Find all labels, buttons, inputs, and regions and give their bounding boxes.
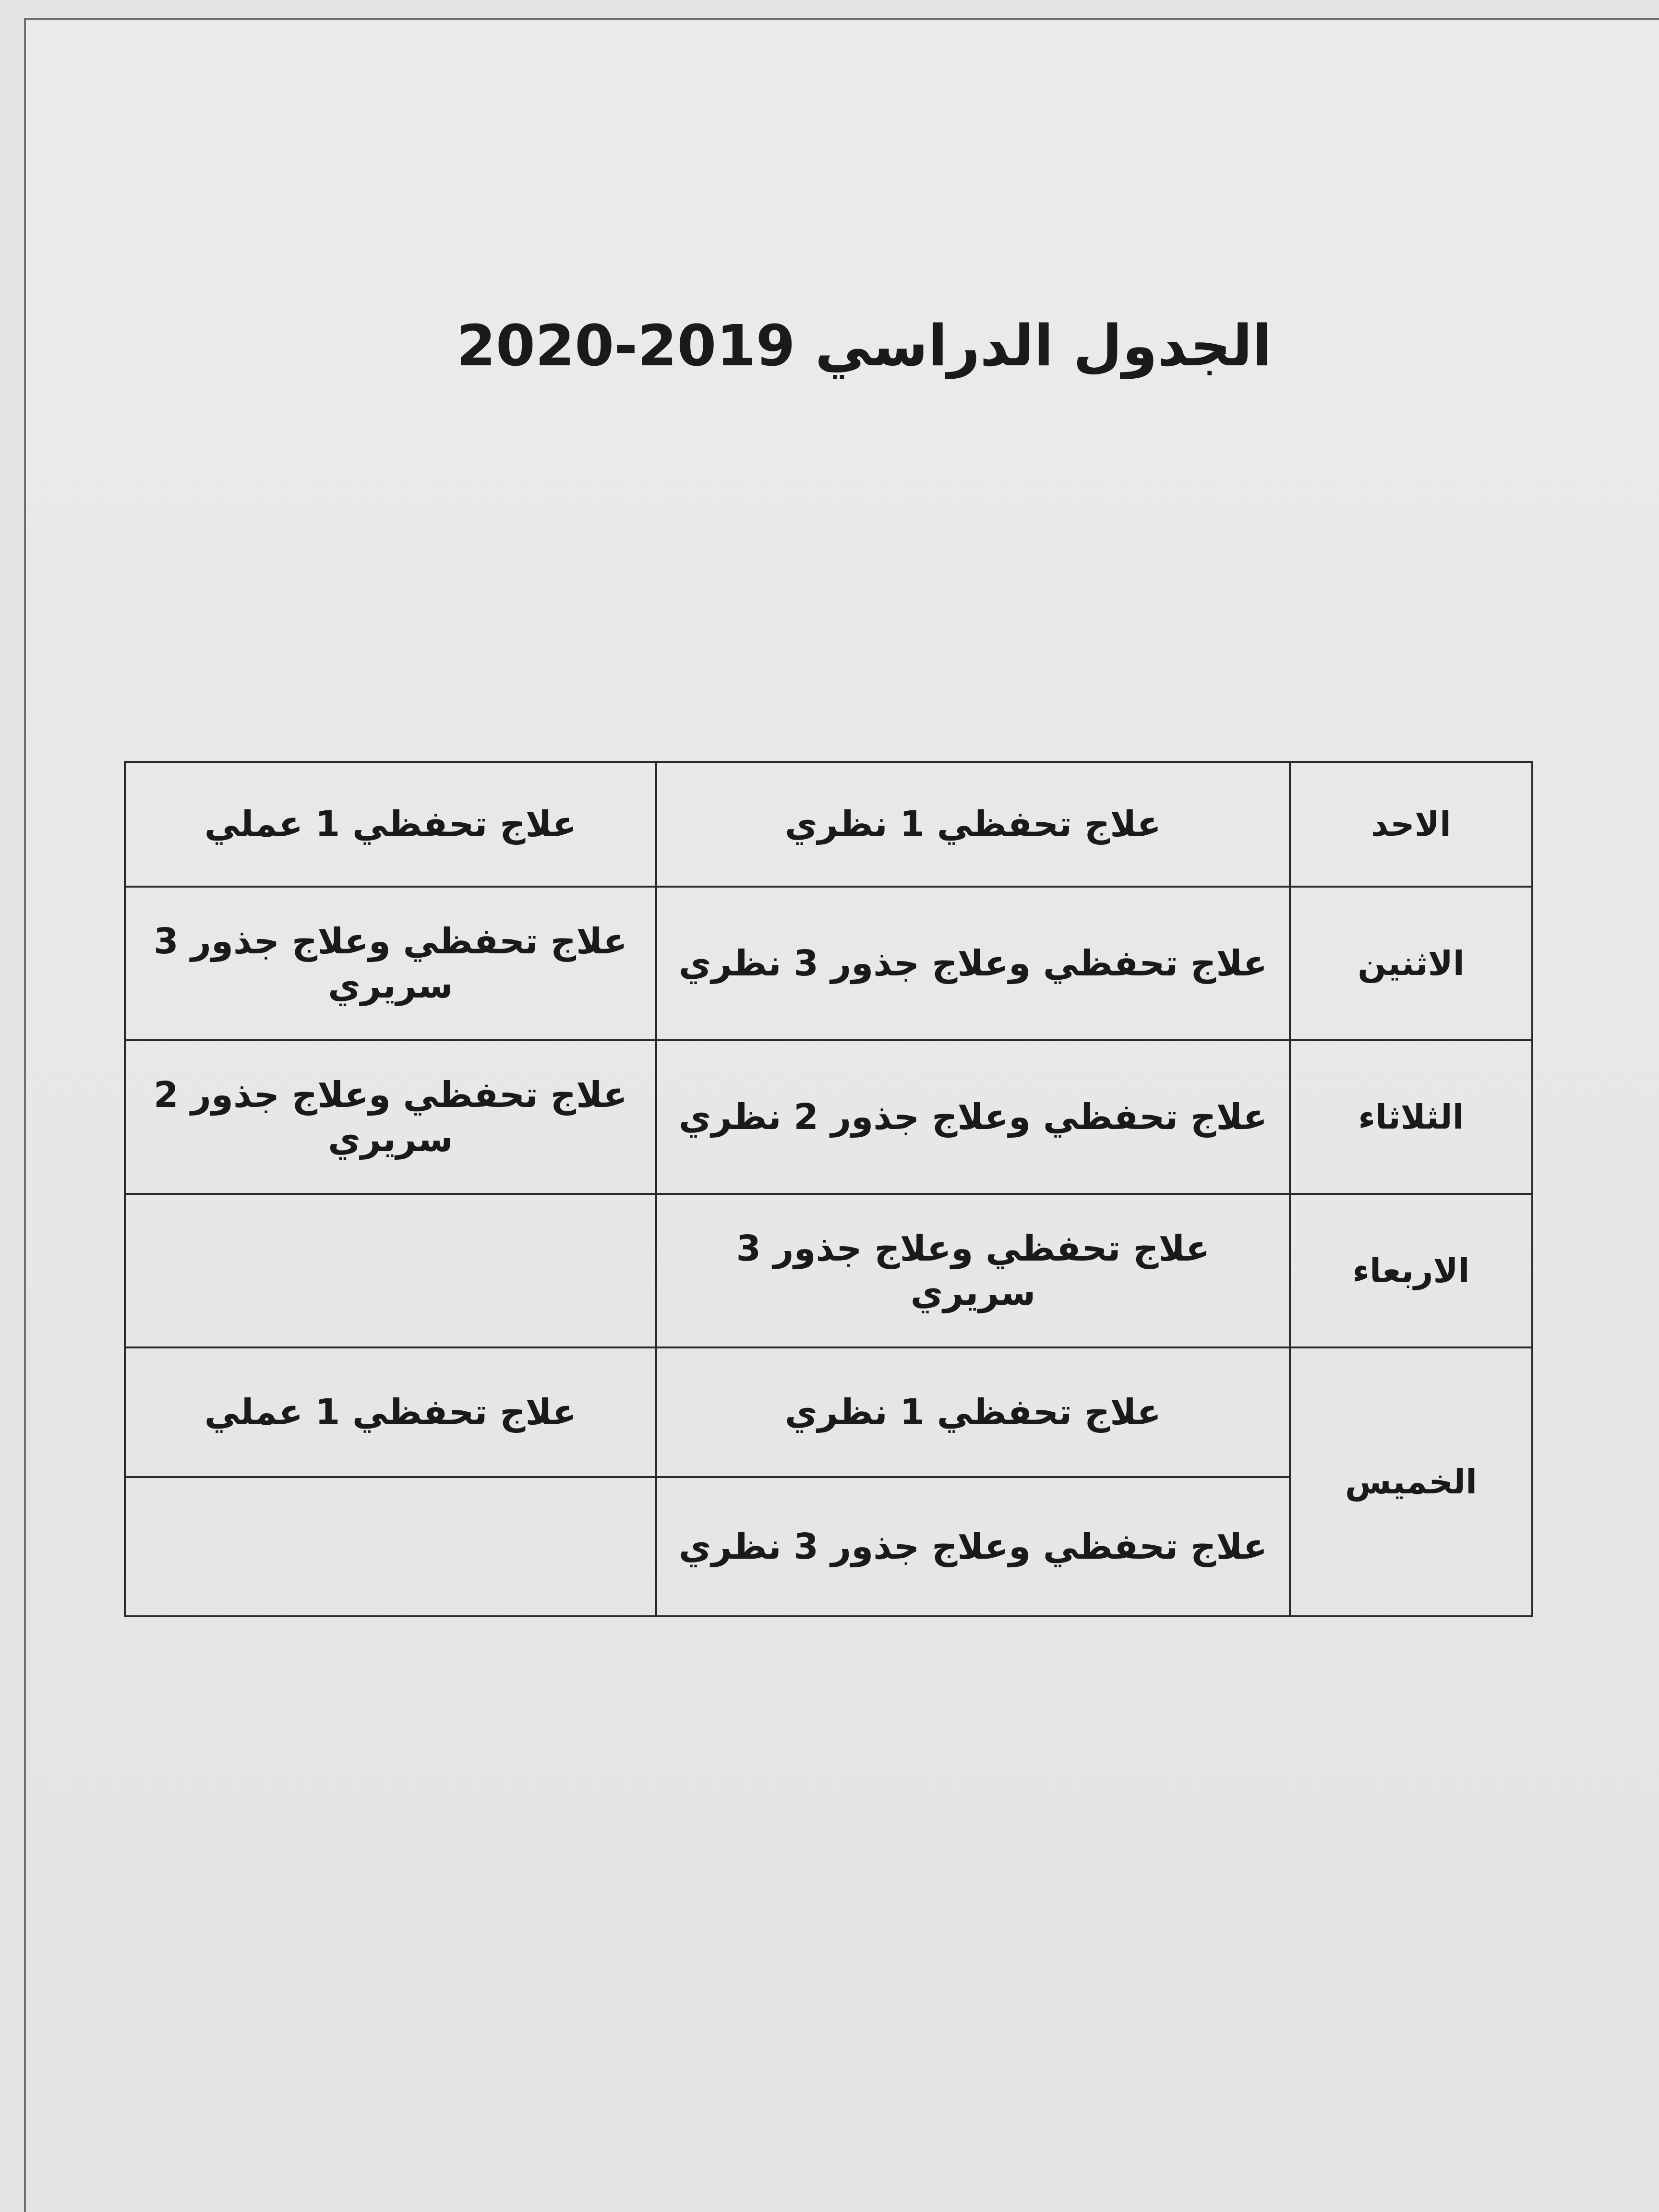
table-row — [125, 1194, 1532, 1347]
document-title: الجدول الدراسي 2019-2020 — [456, 313, 1272, 379]
table-row — [125, 1040, 1532, 1194]
course-cell: علاج تحفظي 1 نظري — [656, 1347, 1290, 1477]
course-cell: علاج تحفظي 1 نظري — [656, 762, 1290, 887]
course-cell: علاج تحفظي وعلاج جذور 3 سريري — [656, 1194, 1290, 1347]
course-cell — [125, 1194, 656, 1347]
schedule-table — [124, 761, 1533, 1617]
table-row — [125, 887, 1532, 1040]
course-cell: علاج تحفظي وعلاج جذور 2 نظري — [656, 1040, 1290, 1194]
day-cell: الخميس — [1290, 1347, 1532, 1616]
course-cell: علاج تحفظي 1 عملي — [125, 762, 656, 887]
course-cell: علاج تحفظي وعلاج جذور 2 سريري — [125, 1040, 656, 1194]
table-row — [125, 1347, 1532, 1477]
course-cell — [125, 1477, 656, 1616]
course-cell: علاج تحفظي 1 عملي — [125, 1347, 656, 1477]
course-cell: علاج تحفظي وعلاج جذور 3 سريري — [125, 887, 656, 1040]
course-cell: علاج تحفظي وعلاج جذور 3 نظري — [656, 1477, 1290, 1616]
day-cell: الاثنين — [1290, 887, 1532, 1040]
course-cell: علاج تحفظي وعلاج جذور 3 نظري — [656, 887, 1290, 1040]
day-cell: الاربعاء — [1290, 1194, 1532, 1347]
table-row — [125, 762, 1532, 887]
day-cell: الثلاثاء — [1290, 1040, 1532, 1194]
day-cell: الاحد — [1290, 762, 1532, 887]
